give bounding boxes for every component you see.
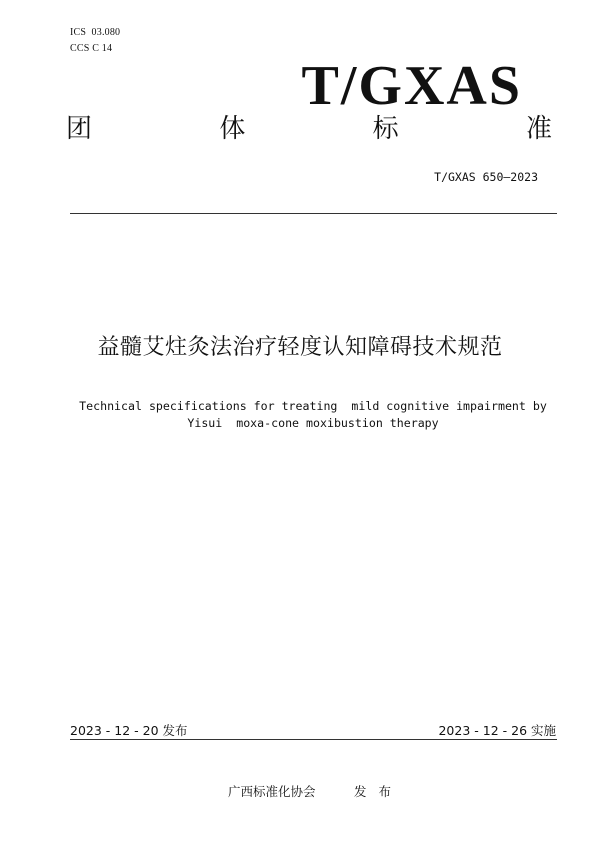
english-title-line-1: Technical specifications for treating mild cognitive impairment by <box>79 399 547 413</box>
issue-date: 2023 - 12 - 20 发布 <box>70 723 188 738</box>
ics-code: ICS 03.080 <box>70 27 121 38</box>
chinese-title: 益髓艾炷灸法治疗轻度认知障碍技术规范 <box>97 335 503 360</box>
footer-divider <box>70 739 557 740</box>
standard-code-logo: T/GXAS <box>301 55 522 117</box>
standard-number: T/GXAS 650—2023 <box>434 170 538 184</box>
header-divider <box>70 213 557 214</box>
standard-type-char: 准 <box>525 114 552 144</box>
english-title-line-2: Yisui moxa-cone moxibustion therapy <box>187 416 439 430</box>
standard-type-char: 标 <box>372 114 399 144</box>
publish-label: 发 布 <box>354 784 395 799</box>
publisher-name: 广西标准化协会 <box>228 784 316 799</box>
standard-type-char: 团 <box>66 114 93 144</box>
implementation-date: 2023 - 12 - 26 实施 <box>438 723 556 738</box>
standard-type-char: 体 <box>219 114 246 144</box>
ccs-code: CCS C 14 <box>70 43 113 54</box>
standard-type-heading <box>66 112 552 146</box>
